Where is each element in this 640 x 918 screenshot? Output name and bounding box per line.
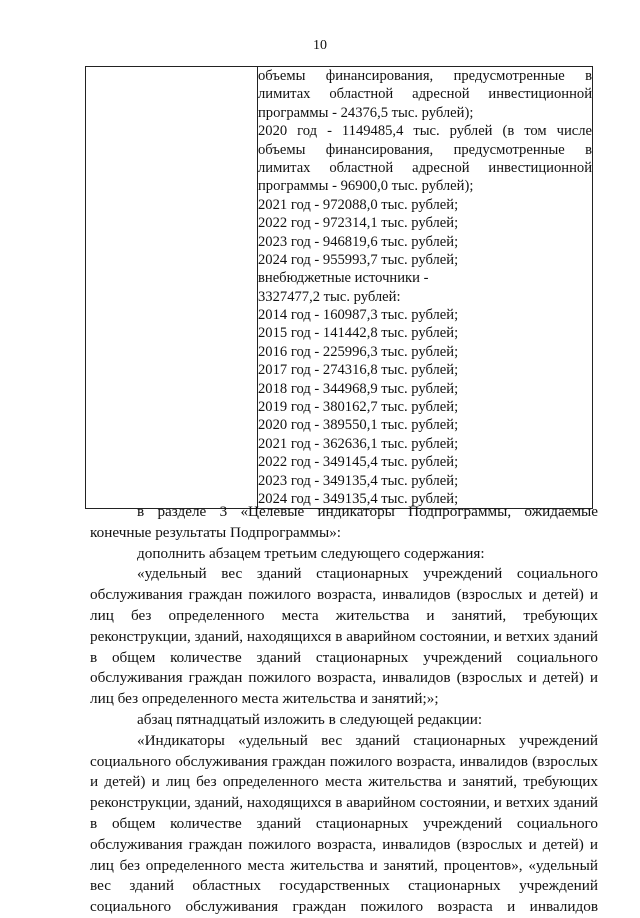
financing-line: 2022 год - 349145,4 тыс. рублей; bbox=[258, 454, 459, 471]
financing-line: 2015 год - 141442,8 тыс. рублей; bbox=[258, 325, 459, 342]
financing-line: 2024 год - 349135,4 тыс. рублей; bbox=[258, 490, 459, 507]
financing-line: 2024 год - 955993,7 тыс. рублей; bbox=[258, 251, 459, 268]
financing-line: 2021 год - 972088,0 тыс. рублей; bbox=[258, 196, 459, 213]
text-line: конечные результаты Подпрограммы»: bbox=[90, 523, 342, 541]
text-line: и детей) и лиц без определенного места жительства и занятий, требующих bbox=[90, 773, 598, 791]
table-row bbox=[86, 67, 593, 509]
financing-line: 3327477,2 тыс. рублей: bbox=[258, 288, 401, 305]
financing-line: 2018 год - 344968,9 тыс. рублей; bbox=[258, 380, 459, 397]
financing-line: 2020 год - 1149485,4 тыс. рублей (в том числе bbox=[258, 123, 592, 140]
financing-line: 2020 год - 389550,1 тыс. рублей; bbox=[258, 417, 459, 434]
text-line: в общем количестве зданий стационарных учреждений социального bbox=[90, 814, 598, 832]
text-line: реконструкции, зданий, находящихся в аварийном состоянии, и ветхих зданий bbox=[90, 794, 598, 812]
text-line: в общем количестве зданий стационарных учреждений социального bbox=[90, 648, 598, 666]
financing-table bbox=[85, 66, 593, 509]
text-line: «Индикаторы «удельный вес зданий стационарных учреждений bbox=[137, 731, 598, 749]
financing-line: 2017 год - 274316,8 тыс. рублей; bbox=[258, 362, 459, 379]
text-line: социального обслуживания граждан пожилого возраста, инвалидов (взрослых bbox=[90, 752, 598, 770]
text-line: социального обслуживания граждан пожилого возраста и инвалидов bbox=[90, 898, 598, 916]
text-line: обслуживания граждан пожилого возраста, инвалидов (взрослых и детей) и bbox=[90, 586, 598, 604]
text-line: реконструкции, зданий, находящихся в аварийном состоянии, и ветхих зданий bbox=[90, 627, 598, 645]
financing-line: лимитах областной адресной инвестиционной bbox=[258, 159, 592, 176]
text-line: вес зданий областных государственных стационарных учреждений bbox=[90, 877, 598, 895]
financing-lines bbox=[258, 67, 592, 508]
financing-line: 2014 год - 160987,3 тыс. рублей; bbox=[258, 307, 459, 324]
amendment-text bbox=[90, 502, 598, 918]
financing-line: 2023 год - 349135,4 тыс. рублей; bbox=[258, 472, 459, 489]
text-line: лиц без определенного места жительства и занятий, требующих bbox=[90, 606, 598, 624]
financing-line: программы - 24376,5 тыс. рублей); bbox=[258, 104, 474, 121]
financing-line: объемы финансирования, предусмотренные в bbox=[258, 68, 592, 84]
text-line: в разделе 3 «Целевые индикаторы Подпрограммы, ожидаемые bbox=[137, 503, 598, 520]
text-line: обслуживания граждан пожилого возраста, инвалидов (взрослых и детей) и bbox=[90, 835, 598, 853]
financing-line: 2022 год - 972314,1 тыс. рублей; bbox=[258, 215, 459, 232]
table-left-cell bbox=[86, 67, 258, 509]
text-line: дополнить абзацем третьим следующего содержания: bbox=[137, 544, 485, 562]
text-line: «удельный вес зданий стационарных учреждений социального bbox=[137, 565, 598, 583]
financing-line: 2021 год - 362636,1 тыс. рублей; bbox=[258, 435, 459, 452]
financing-line: 2019 год - 380162,7 тыс. рублей; bbox=[258, 399, 459, 416]
table-right-cell bbox=[258, 67, 593, 509]
financing-line: 2023 год - 946819,6 тыс. рублей; bbox=[258, 233, 459, 250]
financing-line: 2016 год - 225996,3 тыс. рублей; bbox=[258, 343, 459, 360]
financing-line: объемы финансирования, предусмотренные в bbox=[258, 141, 592, 158]
text-line: лиц без определенного места жительства и занятий, процентов», «удельный bbox=[90, 856, 598, 874]
text-line: лиц без определенного места жительства и занятий;»; bbox=[90, 690, 439, 708]
text-line: обслуживания граждан пожилого возраста, инвалидов (взрослых и детей) и bbox=[90, 669, 598, 687]
financing-line: внебюджетные источники - bbox=[258, 270, 429, 287]
page-number: 10 bbox=[313, 38, 327, 53]
financing-line: лимитах областной адресной инвестиционной bbox=[258, 86, 592, 103]
text-line: абзац пятнадцатый изложить в следующей редакции: bbox=[137, 710, 483, 728]
financing-line: программы - 96900,0 тыс. рублей); bbox=[258, 178, 474, 195]
